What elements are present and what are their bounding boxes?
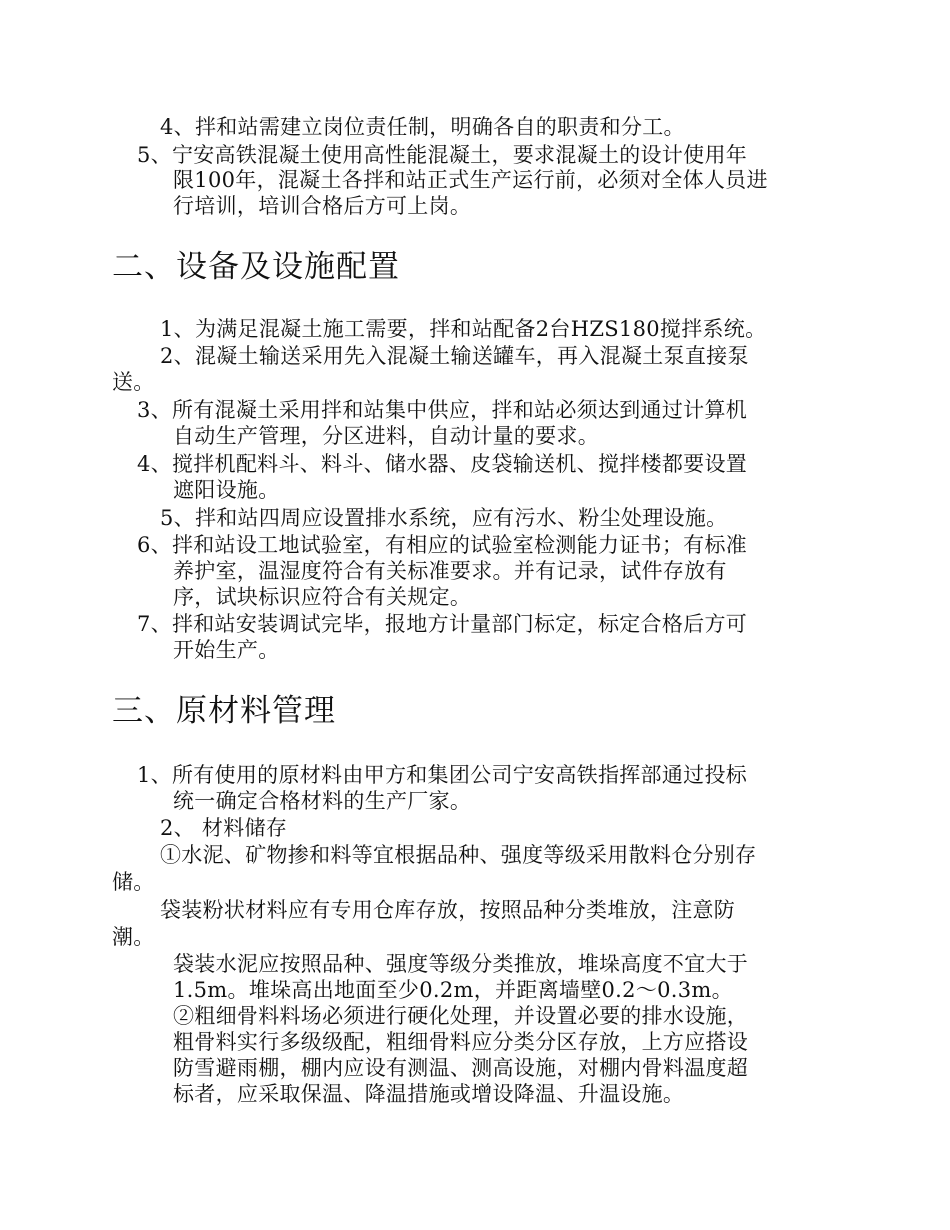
storage-bagged-powder-line-1: 袋装粉状材料应有专用仓库存放，按照品种分类堆放，注意防 xyxy=(160,898,736,922)
storage-aggregate-line-3: 防雪避雨棚，棚内应设有测温、测高设施，对棚内骨料温度超 xyxy=(173,1056,749,1080)
section-heading-equipment: 二、设备及设施配置 xyxy=(112,249,400,285)
storage-cement-line-2: 储。 xyxy=(112,870,155,894)
materials-item-1-line-2: 统一确定合格材料的生产厂家。 xyxy=(173,789,472,813)
equipment-item-1: 1、为满足混凝土施工需要，拌和站配备2台HZS180搅拌系统。 xyxy=(160,317,767,341)
storage-cement-line-1: ①水泥、矿物掺和料等宜根据品种、强度等级采用散料仓分别存 xyxy=(160,843,757,867)
equipment-item-6-line-3: 序，试块标识应符合有关规定。 xyxy=(173,585,472,609)
equipment-item-7-line-1: 7、拌和站安装调试完毕，报地方计量部门标定，标定合格后方可 xyxy=(137,612,748,636)
storage-bagged-cement-line-1: 袋装水泥应按照品种、强度等级分类推放，堆垛高度不宜大于 xyxy=(173,952,749,976)
materials-item-2-title: 2、 材料储存 xyxy=(160,816,288,840)
intro-item-5-line-2: 限100年，混凝土各拌和站正式生产运行前，必须对全体人员进 xyxy=(173,168,768,192)
equipment-item-6-line-2: 养护室，温湿度符合有关标准要求。并有记录，试件存放有 xyxy=(173,559,727,583)
intro-item-5-line-1: 5、宁安高铁混凝土使用高性能混凝土，要求混凝土的设计使用年 xyxy=(137,143,748,167)
equipment-item-3-line-1: 3、所有混凝土采用拌和站集中供应，拌和站必须达到通过计算机 xyxy=(137,398,748,422)
equipment-item-6-line-1: 6、拌和站设工地试验室，有相应的试验室检测能力证书；有标准 xyxy=(137,533,748,557)
storage-aggregate-line-4: 标者，应采取保温、降温措施或增设降温、升温设施。 xyxy=(173,1082,685,1106)
intro-item-5-line-3: 行培训，培训合格后方可上岗。 xyxy=(173,194,472,218)
intro-item-4: 4、拌和站需建立岗位责任制，明确各自的职责和分工。 xyxy=(160,115,685,139)
equipment-item-2-line-2: 送。 xyxy=(112,370,155,394)
equipment-item-5: 5、拌和站四周应设置排水系统，应有污水、粉尘处理设施。 xyxy=(160,506,728,530)
equipment-item-4-line-1: 4、搅拌机配料斗、料斗、储水器、皮袋输送机、搅拌楼都要设置 xyxy=(137,452,748,476)
equipment-item-4-line-2: 遮阳设施。 xyxy=(173,478,280,502)
storage-aggregate-line-2: 粗骨料实行多级级配，粗细骨料应分类分区存放，上方应搭设 xyxy=(173,1030,749,1054)
equipment-item-3-line-2: 自动生产管理，分区进料，自动计量的要求。 xyxy=(173,424,599,448)
equipment-item-2-line-1: 2、混凝土输送采用先入混凝土输送罐车，再入混凝土泵直接泵 xyxy=(160,344,749,368)
storage-bagged-powder-line-2: 潮。 xyxy=(112,925,155,949)
storage-bagged-cement-line-2: 1.5m。堆垛高出地面至少0.2m，并距离墙壁0.2～0.3m。 xyxy=(173,978,733,1002)
section-heading-materials: 三、原材料管理 xyxy=(112,693,336,729)
storage-aggregate-line-1: ②粗细骨料料场必须进行硬化处理，并设置必要的排水设施， xyxy=(173,1004,749,1028)
materials-item-1-line-1: 1、所有使用的原材料由甲方和集团公司宁安高铁指挥部通过投标 xyxy=(137,763,748,787)
equipment-item-7-line-2: 开始生产。 xyxy=(173,638,280,662)
